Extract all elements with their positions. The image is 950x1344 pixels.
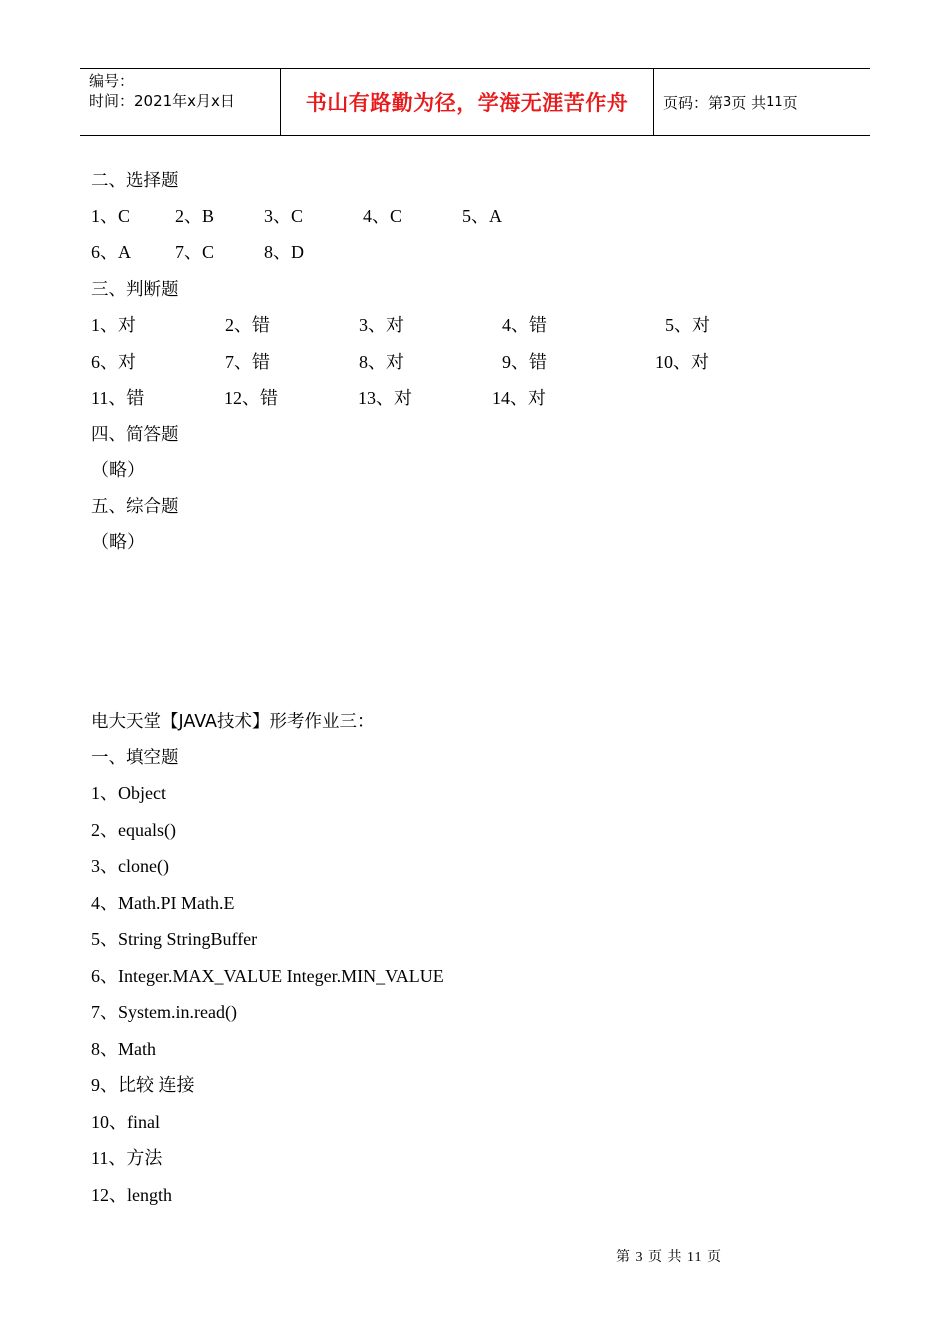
list-item: 3、clone() [91,856,169,876]
list-item: 9、比较 连接 [91,1075,195,1095]
answer-row [91,205,891,227]
answer-item: 5、对 [665,315,710,335]
answer-row [91,387,891,409]
page-number: 3 [723,94,732,110]
section-title-comprehensive: 五、综合题 [91,497,179,517]
answer-item: 4、错 [502,315,547,335]
answer-item: 9、错 [502,352,547,372]
answer-item: 7、错 [225,352,270,372]
list-item: 10、final [91,1112,160,1132]
answer-item: 7、C [175,242,215,262]
answer-row [91,351,891,373]
section-title-short-answer: 四、简答题 [91,425,179,445]
answer-item: 8、对 [359,352,404,372]
answer-item: 3、C [264,206,304,226]
motto-text: 书山有路勤为径，学海无涯苦作舟 [305,91,629,115]
page-header [80,68,870,136]
answer-row [91,314,891,336]
answer-row [91,241,891,263]
omitted-note: （略） [91,532,145,552]
omitted-note: （略） [91,460,145,480]
answer-item: 2、B [175,206,215,226]
answer-item: 11、错 [91,388,145,408]
list-item: 2、equals() [91,820,176,840]
answer-item: 2、错 [225,315,270,335]
answer-item: 13、对 [358,388,412,408]
answer-item: 6、对 [91,352,136,372]
list-item: 4、Math.PI Math.E [91,893,235,913]
page-prefix: 页码：第 [663,93,724,112]
answer-item: 14、对 [492,388,546,408]
page-suffix: 页 [782,93,798,112]
list-item: 7、System.in.read() [91,1002,237,1022]
answer-item: 12、错 [224,388,278,408]
list-item: 8、Math [91,1039,156,1059]
page-footer: 第 3 页 共 11 页 [616,1250,722,1265]
section-title-fill-blank: 一、填空题 [91,748,179,768]
header-page-cell [654,69,870,135]
answer-item: 8、D [264,242,304,262]
header-left-cell [80,69,281,135]
list-item: 6、Integer.MAX_VALUE Integer.MIN_VALUE [91,966,444,986]
list-item: 1、Object [91,783,166,803]
number-label: 编号： [89,72,135,90]
homework-title: 电大天堂【JAVA技术】形考作业三： [91,712,375,732]
time-label: 时间：2021年x月x日 [89,92,235,110]
answer-item: 1、对 [91,315,136,335]
answer-item: 5、A [462,206,502,226]
answer-item: 1、C [91,206,131,226]
section-title-choice: 二、选择题 [91,171,179,191]
header-motto-cell [281,69,654,135]
answer-item: 10、对 [655,352,709,372]
answer-item: 6、A [91,242,131,262]
list-item: 12、length [91,1185,172,1205]
section-title-judgement: 三、判断题 [91,280,179,300]
answer-item: 3、对 [359,315,404,335]
page-mid: 页 共 [731,93,767,112]
answer-item: 4、C [363,206,403,226]
page-total: 11 [766,94,783,110]
list-item: 5、String StringBuffer [91,929,258,949]
list-item: 11、方法 [91,1148,163,1168]
